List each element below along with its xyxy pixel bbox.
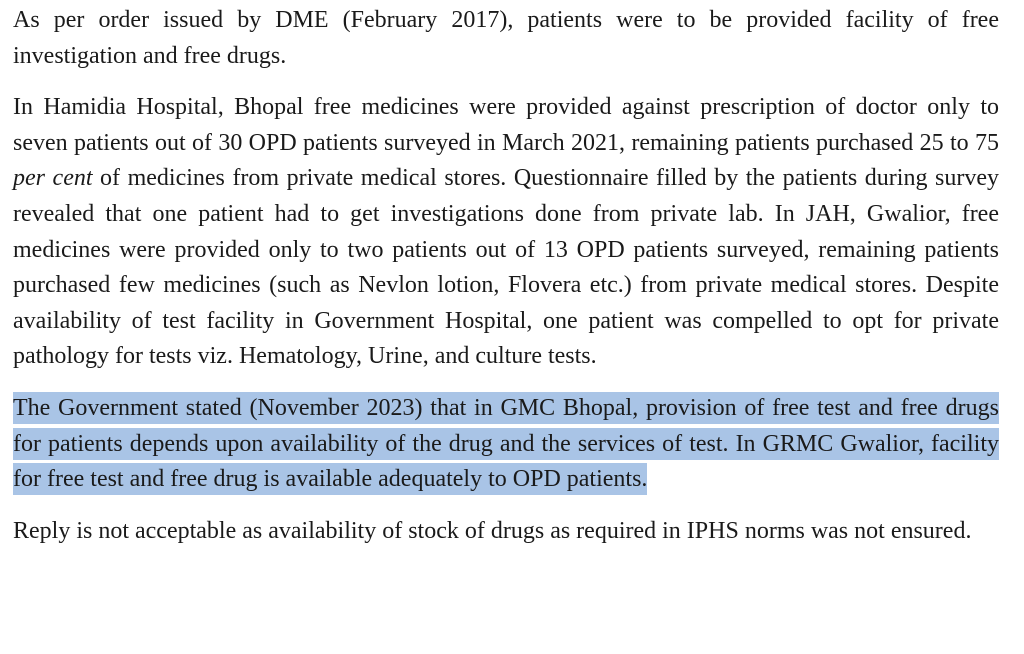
paragraph-hamidia-survey — [13, 90, 999, 375]
paragraph-hamidia-text-start: In Hamidia Hospital, Bhopal free medicines were provided against prescription of doctor only to seven patients out of 30 OPD patients surveyed in March 2021, remaining patients purchased 25 to 75 — [13, 94, 999, 156]
paragraph-dme-order: As per order issued by DME (February 2017), patients were to be provided facility of free investigation and free drugs. — [13, 7, 999, 69]
paragraph-reply-not-acceptable: Reply is not acceptable as availability of stock of drugs as required in IPHS norms was not ensured. — [13, 517, 972, 544]
document-page — [13, 3, 999, 549]
paragraph-hamidia-text-end: of medicines from private medical stores. Questionnaire filled by the patients during survey revealed that one patient had to get investigations done from private lab. In JAH, Gwalior, free medicines were provided only to two patients out of 13 OPD patients surveyed, remaining patients purchased few medicines (such as Nevlon lotion, Flovera etc.) from private medical stores. Despite availability of test facility in Government Hospital, one patient was compelled to opt for private pathology for tests viz. Hematology, Urine, and culture tests. — [13, 165, 999, 370]
paragraph-government-reply[interactable] — [13, 391, 999, 498]
selected-text-highlight[interactable]: The Government stated (November 2023) that in GMC Bhopal, provision of free test and free drugs for patients depends upon availability of the drug and the services of test. In GRMC Gwalior, facility for free test and free drug is available adequately to OPD patients. — [13, 392, 999, 495]
per-cent-italic: per cent — [13, 165, 93, 192]
